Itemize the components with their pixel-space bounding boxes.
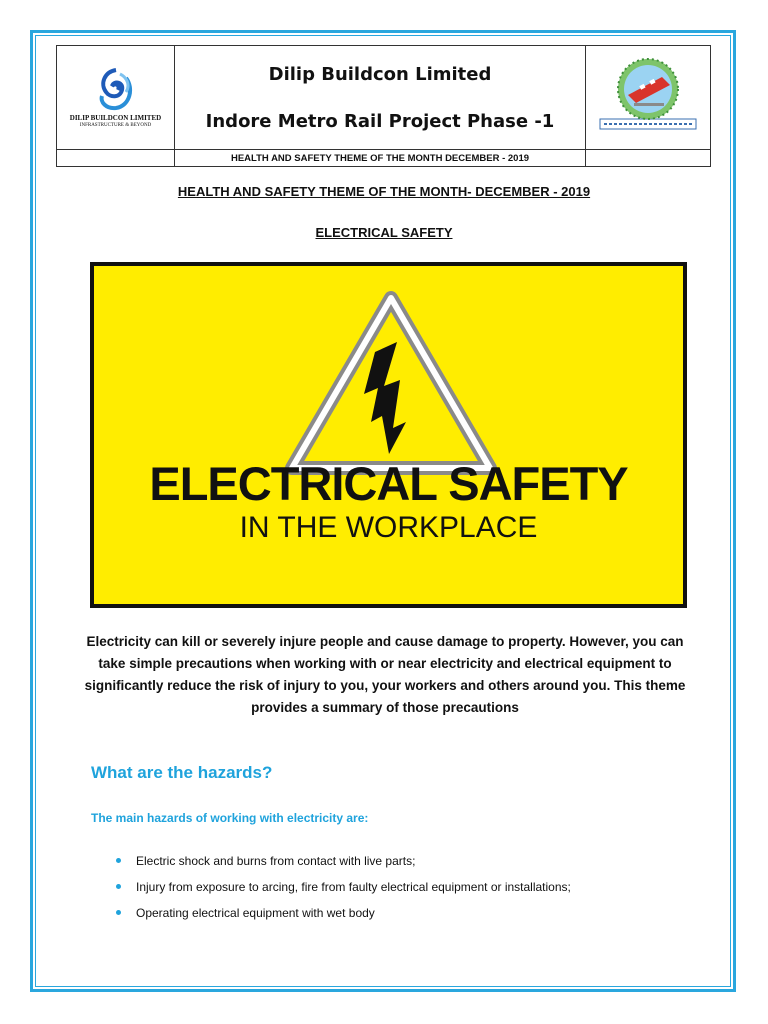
banner-subline: IN THE WORKPLACE (239, 511, 538, 544)
header-table (56, 45, 711, 167)
company-logo-cell (57, 46, 175, 150)
electrical-safety-banner (90, 262, 687, 608)
bullet-dot-icon (116, 858, 121, 863)
header-subtitle: HEALTH AND SAFETY THEME OF THE MONTH DECEMBER - 2019 (175, 150, 586, 167)
document-title: HEALTH AND SAFETY THEME OF THE MONTH- DECEMBER - 2019 (177, 184, 591, 199)
list-item (112, 905, 672, 931)
swirl-logo-icon (96, 68, 136, 112)
list-item (112, 853, 672, 879)
list-item-text: Electric shock and burns from contact with live parts; (136, 854, 416, 868)
metro-emblem-icon (598, 55, 698, 135)
hazards-heading: What are the hazards? (91, 763, 273, 782)
intro-paragraph: Electricity can kill or severely injure people and cause damage to property. However, you can take simple precautions when working with or near electricity and electrical equipment to significantly reduce the risk of injury to you, your workers and others around you. This theme provides a summary of those precautions (84, 634, 686, 715)
company-name: Dilip Buildcon Limited (268, 63, 492, 85)
header-title-cell (175, 46, 586, 150)
high-voltage-warning-icon (94, 266, 683, 604)
banner-headline: ELECTRICAL SAFETY (149, 457, 628, 510)
logo-name: DILIP BUILDCON LIMITED (69, 113, 162, 122)
bullet-dot-icon (116, 910, 121, 915)
list-item (112, 879, 672, 905)
logo-tagline: INFRASTRUCTURE & BEYOND (79, 122, 152, 128)
document-subject: ELECTRICAL SAFETY (315, 225, 453, 240)
hazards-list (112, 853, 672, 931)
sub-row-left (57, 150, 175, 167)
company-logo (57, 68, 174, 128)
list-item-text: Injury from exposure to arcing, fire from faulty electrical equipment or installations; (136, 880, 571, 894)
project-name: Indore Metro Rail Project Phase -1 (205, 110, 555, 132)
sub-row-right (586, 150, 711, 167)
project-emblem-cell (586, 46, 711, 150)
bullet-dot-icon (116, 884, 121, 889)
main-hazards-heading: The main hazards of working with electricity are: (91, 811, 369, 825)
list-item-text: Operating electrical equipment with wet body (136, 906, 375, 920)
